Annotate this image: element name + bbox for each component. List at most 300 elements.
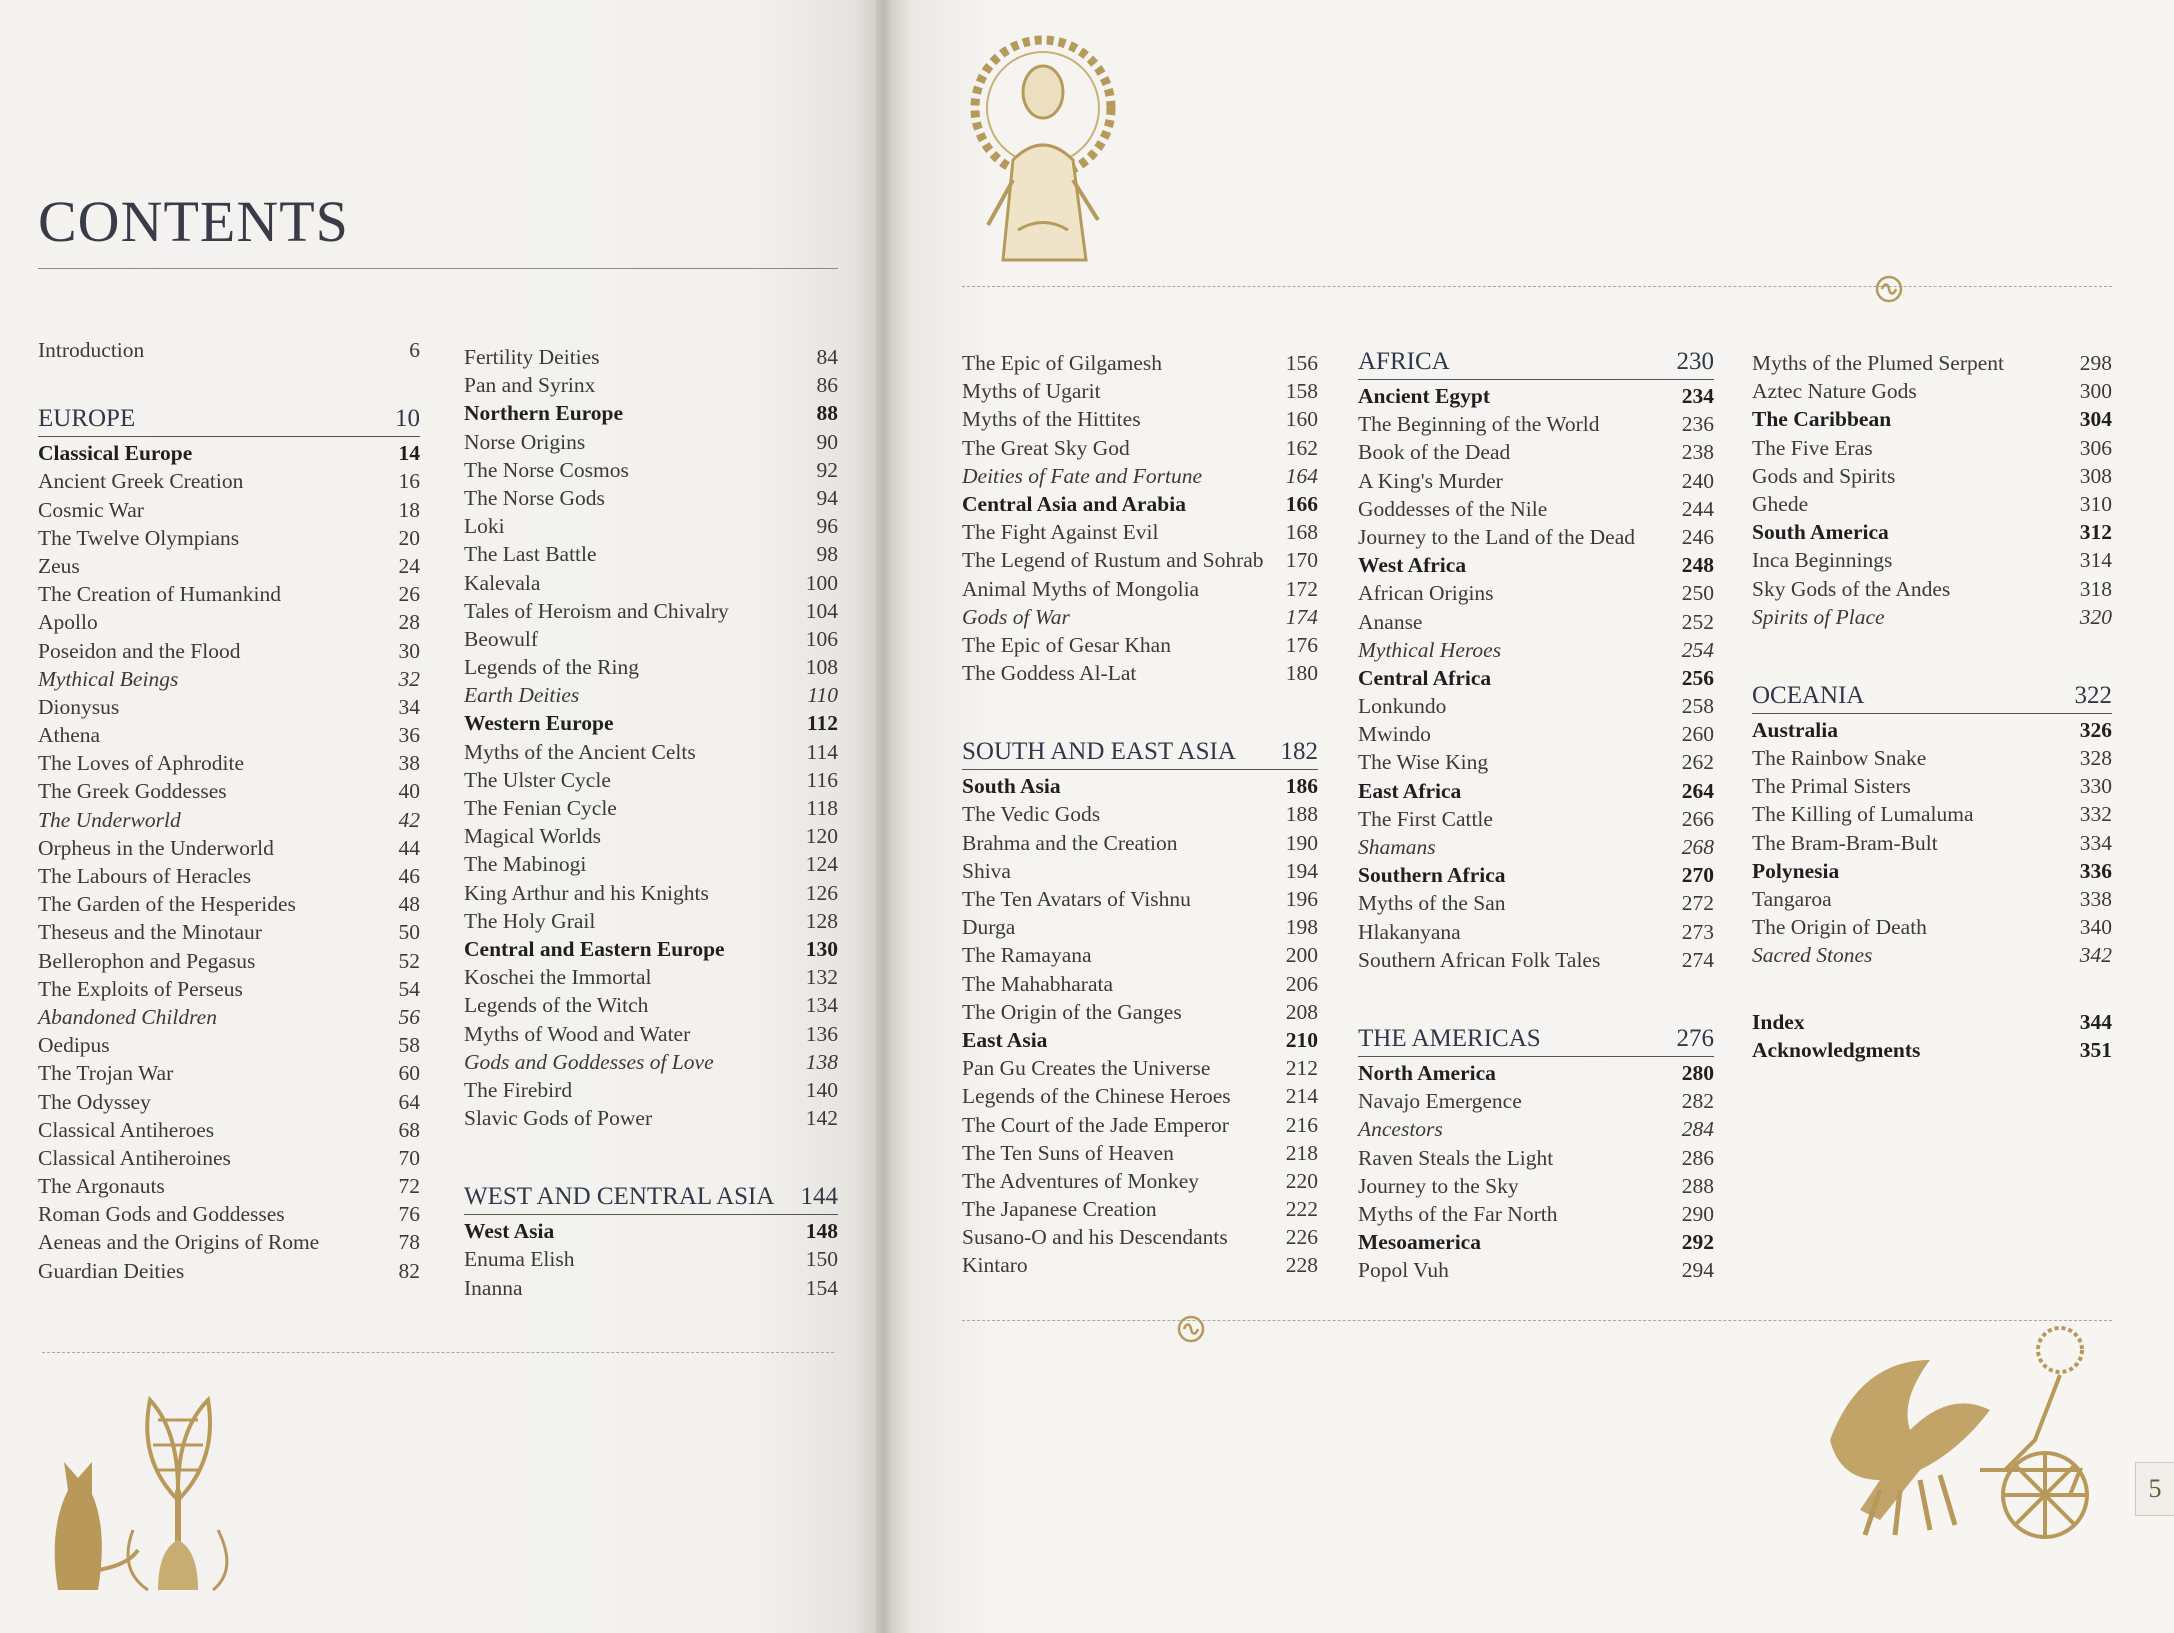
toc-entry[interactable] (38, 608, 420, 636)
toc-entry[interactable] (38, 1116, 420, 1144)
toc-entry-page: 150 (805, 1247, 838, 1272)
toc-entry-title: Mesoamerica (1358, 1230, 1481, 1255)
toc-entry-page: 108 (805, 655, 838, 680)
toc-entry[interactable] (1358, 1172, 1714, 1200)
toc-section-heading[interactable] (1358, 345, 1714, 380)
toc-entry-title: East Asia (962, 1027, 1048, 1052)
toc-entry[interactable] (962, 800, 1318, 828)
toc-entry[interactable] (38, 336, 420, 364)
toc-entry-page: 286 (1681, 1145, 1714, 1170)
toc-entry-page: 196 (1285, 887, 1318, 911)
toc-entry[interactable] (38, 1200, 420, 1228)
toc-entry-page: 48 (398, 892, 420, 917)
toc-entry-title: The Ten Suns of Heaven (962, 1140, 1174, 1165)
toc-entry-title: OCEANIA (1752, 681, 1865, 709)
toc-entry-page: 88 (816, 401, 838, 426)
toc-entry[interactable] (1358, 382, 1714, 410)
winged-chariot-icon (1820, 1320, 2120, 1560)
toc-entry[interactable] (962, 913, 1318, 941)
toc-entry[interactable] (1358, 551, 1714, 579)
toc-entry-page: 282 (1681, 1089, 1714, 1114)
toc-entry-page: 70 (398, 1145, 420, 1170)
toc-entry-page: 176 (1285, 632, 1318, 657)
toc-entry-title: Bellerophon and Pegasus (38, 948, 256, 973)
toc-entry-page: 254 (1681, 637, 1714, 662)
toc-entry[interactable] (464, 907, 838, 935)
toc-entry[interactable] (1752, 434, 2112, 462)
toc-entry[interactable] (1358, 1144, 1714, 1172)
toc-entry-title: Myths of the Plumed Serpent (1752, 351, 2005, 375)
toc-entry-page: 298 (2079, 351, 2112, 375)
toc-entry[interactable] (1358, 918, 1714, 946)
toc-entry[interactable] (1358, 1115, 1714, 1143)
toc-entry-page: 250 (1681, 581, 1714, 606)
toc-entry-title: The Loves of Aphrodite (38, 751, 244, 776)
toc-entry-page: 72 (398, 1174, 420, 1199)
toc-entry[interactable] (464, 963, 838, 991)
toc-entry-title: Fertility Deities (464, 345, 600, 369)
toc-entry[interactable] (1358, 692, 1714, 720)
toc-entry[interactable] (464, 1076, 838, 1104)
toc-entry[interactable] (1752, 349, 2112, 377)
toc-entry-page: 130 (805, 936, 838, 961)
toc-entry-title: The Fight Against Evil (962, 520, 1159, 545)
toc-entry[interactable] (1752, 941, 2112, 969)
toc-entry-title: The Argonauts (38, 1174, 165, 1199)
toc-entry[interactable] (464, 343, 838, 371)
toc-entry-page: 290 (1681, 1201, 1714, 1226)
toc-entry-page: 114 (806, 739, 838, 764)
toc-entry[interactable] (962, 1082, 1318, 1110)
toc-entry[interactable] (962, 772, 1318, 800)
toc-entry[interactable] (962, 1223, 1318, 1251)
toc-entry-page: 90 (816, 429, 838, 454)
toc-entry-page: 56 (398, 1004, 420, 1029)
toc-entry[interactable] (464, 597, 838, 625)
toc-entry[interactable] (1752, 1036, 2112, 1064)
toc-entry-title: A King's Murder (1358, 468, 1503, 493)
toc-entry-title: The Vedic Gods (962, 802, 1101, 827)
toc-entry[interactable] (38, 524, 420, 552)
toc-entry[interactable] (1358, 1200, 1714, 1228)
toc-entry-page: 120 (805, 824, 838, 849)
toc-entry-page: 308 (2079, 463, 2112, 488)
toc-entry-title: Classical Antiheroines (38, 1145, 231, 1170)
toc-entry-title: Poseidon and the Flood (38, 638, 241, 663)
toc-entry[interactable] (1358, 889, 1714, 917)
toc-entry-page: 284 (1681, 1117, 1714, 1142)
toc-entry-title: The Wise King (1358, 750, 1489, 775)
toc-entry[interactable] (464, 1274, 838, 1302)
toc-entry-title: Zeus (38, 553, 80, 578)
toc-entry[interactable] (38, 862, 420, 890)
toc-entry-title: The Twelve Olympians (38, 525, 240, 550)
toc-entry-page: 266 (1681, 806, 1714, 831)
toc-entry-title: Myths of the Hittites (962, 407, 1141, 432)
toc-entry[interactable] (464, 484, 838, 512)
toc-entry-page: 14 (398, 441, 420, 466)
toc-entry-page: 280 (1681, 1060, 1714, 1085)
toc-entry-title: The Japanese Creation (962, 1197, 1157, 1222)
toc-entry[interactable] (38, 777, 420, 805)
toc-entry[interactable] (38, 918, 420, 946)
toc-entry[interactable] (1358, 467, 1714, 495)
toc-entry[interactable] (962, 970, 1318, 998)
toc-entry[interactable] (464, 1020, 838, 1048)
toc-entry-page: 264 (1681, 778, 1714, 803)
toc-entry[interactable] (962, 434, 1318, 462)
toc-entry-page: 246 (1681, 524, 1714, 549)
toc-entry-title: Myths of Ugarit (962, 379, 1101, 404)
toc-entry-title: Kintaro (962, 1253, 1028, 1278)
toc-entry[interactable] (962, 1251, 1318, 1279)
toc-entry[interactable] (962, 1195, 1318, 1223)
toc-entry-title: The Mabinogi (464, 852, 587, 877)
toc-column-4 (1358, 345, 1714, 1284)
toc-entry-page: 188 (1285, 802, 1318, 827)
toc-entry-title: Inanna (464, 1275, 523, 1300)
toc-entry[interactable] (38, 580, 420, 608)
toc-entry-title: The Exploits of Perseus (38, 976, 243, 1001)
toc-entry-title: East Africa (1358, 778, 1462, 803)
toc-entry-title: The Holy Grail (464, 908, 596, 933)
toc-entry-title: Abandoned Children (38, 1004, 217, 1029)
toc-section-heading[interactable] (38, 402, 420, 437)
toc-entry[interactable] (464, 1048, 838, 1076)
toc-entry-page: 268 (1681, 835, 1714, 859)
toc-entry-title: Acknowledgments (1752, 1037, 1921, 1062)
toc-entry[interactable] (962, 998, 1318, 1026)
toc-entry[interactable] (962, 405, 1318, 433)
toc-entry-title: The Trojan War (38, 1061, 174, 1086)
toc-entry-title: African Origins (1358, 581, 1494, 606)
toc-entry-page: 332 (2079, 802, 2112, 827)
toc-entry-title: Roman Gods and Goddesses (38, 1202, 285, 1227)
toc-entry[interactable] (38, 806, 420, 834)
toc-entry-page: 226 (1285, 1225, 1318, 1250)
toc-entry-title: AFRICA (1358, 348, 1450, 375)
toc-entry[interactable] (1358, 833, 1714, 861)
toc-entry[interactable] (464, 569, 838, 597)
toc-entry[interactable] (464, 1245, 838, 1273)
toc-entry-page: 214 (1285, 1084, 1318, 1109)
toc-entry[interactable] (1752, 603, 2112, 631)
toc-entry[interactable] (1752, 829, 2112, 857)
toc-entry[interactable] (1358, 946, 1714, 974)
toc-entry-page: 314 (2079, 548, 2112, 573)
toc-entry-title: The Killing of Lumaluma (1752, 802, 1974, 827)
toc-entry-page: 180 (1285, 661, 1318, 686)
toc-entry[interactable] (1358, 410, 1714, 438)
toc-entry-page: 52 (398, 948, 420, 973)
toc-entry[interactable] (1358, 523, 1714, 551)
toc-entry-title: The Creation of Humankind (38, 582, 282, 607)
toc-entry-title: Durga (962, 915, 1016, 940)
toc-entry[interactable] (464, 428, 838, 456)
toc-entry-title: Ancestors (1358, 1117, 1443, 1142)
toc-entry[interactable] (962, 1111, 1318, 1139)
toc-section-heading[interactable] (1358, 1022, 1714, 1057)
toc-entry[interactable] (962, 659, 1318, 687)
toc-entry-page: 182 (1280, 738, 1318, 766)
toc-entry[interactable] (464, 1104, 838, 1132)
toc-entry-page: 82 (398, 1258, 420, 1283)
toc-entry-page: 38 (398, 751, 420, 776)
toc-section-heading[interactable] (962, 735, 1318, 770)
toc-entry[interactable] (1358, 438, 1714, 466)
toc-entry-title: North America (1358, 1060, 1496, 1085)
toc-entry[interactable] (1752, 857, 2112, 885)
toc-entry[interactable] (962, 575, 1318, 603)
toc-entry-page: 24 (398, 553, 420, 578)
toc-entry[interactable] (1358, 720, 1714, 748)
toc-entry[interactable] (38, 834, 420, 862)
toc-entry-page: 248 (1681, 553, 1714, 578)
toc-entry-title: Kalevala (464, 570, 541, 595)
toc-entry[interactable] (1358, 805, 1714, 833)
toc-entry-page: 142 (805, 1106, 838, 1131)
toc-entry[interactable] (38, 947, 420, 975)
toc-entry-page: 126 (805, 880, 838, 905)
toc-entry[interactable] (38, 496, 420, 524)
toc-entry[interactable] (38, 1228, 420, 1256)
toc-entry-page: 98 (816, 542, 838, 567)
toc-entry[interactable] (1752, 546, 2112, 574)
toc-entry-title: The Adventures of Monkey (962, 1168, 1200, 1193)
toc-entry[interactable] (464, 1217, 838, 1245)
toc-entry[interactable] (962, 462, 1318, 490)
toc-entry[interactable] (38, 1172, 420, 1200)
toc-section-heading[interactable] (1752, 679, 2112, 714)
toc-entry[interactable] (1358, 636, 1714, 664)
toc-entry-title: The Bram-Bram-Bult (1752, 830, 1938, 855)
toc-entry-page: 58 (398, 1033, 420, 1058)
toc-entry-page: 156 (1285, 351, 1318, 375)
toc-entry[interactable] (1752, 518, 2112, 546)
toc-entry-page: 84 (816, 345, 838, 369)
toc-entry-page: 162 (1285, 435, 1318, 460)
toc-entry-page: 326 (2079, 717, 2112, 742)
toc-entry-page: 240 (1681, 468, 1714, 493)
toc-entry[interactable] (464, 879, 838, 907)
toc-entry[interactable] (38, 1059, 420, 1087)
toc-entry[interactable] (962, 1139, 1318, 1167)
toc-entry[interactable] (1358, 495, 1714, 523)
toc-entry-title: The Great Sky God (962, 435, 1130, 460)
toc-entry[interactable] (1752, 377, 2112, 405)
toc-entry[interactable] (1358, 1059, 1714, 1087)
toc-entry[interactable] (1752, 800, 2112, 828)
toc-entry-title: The Origin of the Ganges (962, 999, 1182, 1024)
toc-entry[interactable] (464, 850, 838, 878)
toc-entry[interactable] (464, 456, 838, 484)
toc-section-heading[interactable] (464, 1180, 838, 1215)
toc-entry[interactable] (38, 637, 420, 665)
toc-entry[interactable] (1752, 772, 2112, 800)
toc-entry-title: Lonkundo (1358, 694, 1447, 719)
toc-entry-title: Index (1752, 1009, 1805, 1034)
toc-entry-title: Spirits of Place (1752, 604, 1885, 629)
toc-entry[interactable] (962, 546, 1318, 574)
toc-entry-page: 236 (1681, 412, 1714, 437)
toc-entry[interactable] (38, 749, 420, 777)
toc-entry-title: Ghede (1752, 491, 1809, 516)
toc-entry-page: 166 (1285, 491, 1318, 516)
toc-entry-page: 194 (1285, 858, 1318, 883)
toc-entry-title: Inca Beginnings (1752, 548, 1893, 573)
toc-entry-title: Central Africa (1358, 665, 1492, 690)
toc-entry-title: The Origin of Death (1752, 915, 1927, 940)
toc-entry-page: 310 (2079, 491, 2112, 516)
toc-entry[interactable] (38, 1088, 420, 1116)
toc-entry-page: 112 (806, 711, 838, 736)
toc-entry-title: The Five Eras (1752, 435, 1873, 460)
knot-ornament-icon (1874, 274, 1904, 304)
toc-entry[interactable] (464, 738, 838, 766)
toc-entry[interactable] (38, 467, 420, 495)
toc-entry[interactable] (38, 1257, 420, 1285)
toc-entry[interactable] (464, 653, 838, 681)
toc-entry[interactable] (464, 625, 838, 653)
toc-entry[interactable] (962, 829, 1318, 857)
toc-entry[interactable] (962, 631, 1318, 659)
toc-entry-page: 26 (398, 582, 420, 607)
toc-entry-title: The Rainbow Snake (1752, 746, 1927, 771)
toc-entry[interactable] (962, 490, 1318, 518)
toc-entry-title: Sacred Stones (1752, 943, 1873, 968)
knot-ornament-icon (1176, 1314, 1206, 1344)
toc-entry[interactable] (1358, 777, 1714, 805)
toc-entry[interactable] (962, 349, 1318, 377)
toc-entry[interactable] (38, 1031, 420, 1059)
toc-entry-title: Orpheus in the Underworld (38, 835, 274, 860)
toc-entry[interactable] (1358, 664, 1714, 692)
toc-entry-page: 172 (1285, 576, 1318, 601)
toc-entry-page: 222 (1285, 1197, 1318, 1222)
toc-entry-title: The Ten Avatars of Vishnu (962, 887, 1191, 911)
toc-entry[interactable] (1752, 716, 2112, 744)
toc-entry-title: WEST AND CENTRAL ASIA (464, 1183, 775, 1211)
toc-entry-page: 218 (1285, 1140, 1318, 1165)
toc-entry-page: 244 (1681, 496, 1714, 521)
toc-entry-page: 136 (805, 1021, 838, 1046)
toc-entry[interactable] (464, 540, 838, 568)
toc-entry[interactable] (464, 371, 838, 399)
toc-entry[interactable] (464, 794, 838, 822)
toc-entry-page: 68 (398, 1117, 420, 1142)
toc-entry[interactable] (1358, 861, 1714, 889)
toc-entry-title: Athena (38, 723, 101, 748)
toc-entry-page: 216 (1285, 1112, 1318, 1137)
toc-entry-title: Beowulf (464, 626, 539, 651)
toc-entry-title: Polynesia (1752, 858, 1840, 883)
toc-entry[interactable] (962, 857, 1318, 885)
toc-entry[interactable] (38, 975, 420, 1003)
toc-entry[interactable] (1752, 575, 2112, 603)
toc-entry-page: 132 (805, 965, 838, 990)
toc-entry[interactable] (38, 1144, 420, 1172)
toc-entry[interactable] (962, 941, 1318, 969)
toc-entry[interactable] (1358, 608, 1714, 636)
toc-entry[interactable] (1752, 1008, 2112, 1036)
toc-entry-page: 30 (398, 638, 420, 663)
toc-entry-title: Dionysus (38, 694, 120, 719)
toc-entry[interactable] (1752, 405, 2112, 433)
toc-entry-page: 273 (1681, 919, 1714, 944)
toc-entry-title: EUROPE (38, 405, 136, 433)
toc-entry[interactable] (38, 665, 420, 693)
toc-entry[interactable] (464, 512, 838, 540)
toc-entry[interactable] (962, 603, 1318, 631)
toc-entry[interactable] (962, 1054, 1318, 1082)
toc-entry[interactable] (38, 721, 420, 749)
toc-entry-title: Journey to the Sky (1358, 1173, 1519, 1198)
toc-entry[interactable] (38, 552, 420, 580)
toc-entry[interactable] (962, 377, 1318, 405)
toc-entry[interactable] (962, 518, 1318, 546)
toc-entry-page: 198 (1285, 915, 1318, 940)
toc-entry-page: 164 (1285, 463, 1318, 488)
toc-entry[interactable] (1358, 748, 1714, 776)
toc-entry[interactable] (1752, 744, 2112, 772)
toc-entry[interactable] (1358, 579, 1714, 607)
toc-entry-page: 100 (805, 570, 838, 595)
toc-entry-title: West Africa (1358, 553, 1467, 578)
toc-entry[interactable] (464, 709, 838, 737)
toc-column-3 (962, 349, 1318, 1280)
toc-entry[interactable] (1752, 885, 2112, 913)
toc-entry[interactable] (1358, 1228, 1714, 1256)
toc-entry-page: 168 (1285, 520, 1318, 545)
toc-entry[interactable] (1752, 913, 2112, 941)
toc-entry-title: Magical Worlds (464, 824, 601, 849)
toc-entry[interactable] (464, 822, 838, 850)
toc-entry[interactable] (962, 1026, 1318, 1054)
toc-entry-page: 256 (1681, 665, 1714, 690)
toc-entry-title: Slavic Gods of Power (464, 1106, 653, 1131)
toc-entry-page: 190 (1285, 830, 1318, 855)
toc-entry-title: Shamans (1358, 835, 1436, 859)
toc-entry[interactable] (1752, 462, 2112, 490)
toc-entry-page: 128 (805, 908, 838, 933)
toc-entry-title: Tangaroa (1752, 887, 1832, 911)
toc-entry-page: 334 (2079, 830, 2112, 855)
toc-entry-title: Myths of the Far North (1358, 1201, 1558, 1226)
toc-entry-title: Aztec Nature Gods (1752, 379, 1917, 404)
toc-entry[interactable] (464, 399, 838, 427)
toc-entry[interactable] (38, 693, 420, 721)
toc-entry-title: The Underworld (38, 807, 181, 832)
toc-entry[interactable] (464, 935, 838, 963)
toc-entry[interactable] (1358, 1087, 1714, 1115)
toc-entry-page: 336 (2079, 858, 2112, 883)
toc-entry[interactable] (464, 766, 838, 794)
toc-entry[interactable] (38, 439, 420, 467)
toc-entry[interactable] (1358, 1256, 1714, 1284)
toc-entry-title: Raven Steals the Light (1358, 1145, 1554, 1170)
toc-entry-title: Brahma and the Creation (962, 830, 1178, 855)
toc-entry[interactable] (464, 681, 838, 709)
deity-medallion-icon (958, 30, 1128, 270)
toc-entry[interactable] (962, 1167, 1318, 1195)
toc-entry[interactable] (1752, 490, 2112, 518)
toc-entry[interactable] (38, 890, 420, 918)
toc-entry-title: Shiva (962, 858, 1011, 883)
toc-entry[interactable] (464, 991, 838, 1019)
toc-entry[interactable] (962, 885, 1318, 913)
toc-entry-title: SOUTH AND EAST ASIA (962, 738, 1236, 766)
toc-entry[interactable] (38, 1003, 420, 1031)
